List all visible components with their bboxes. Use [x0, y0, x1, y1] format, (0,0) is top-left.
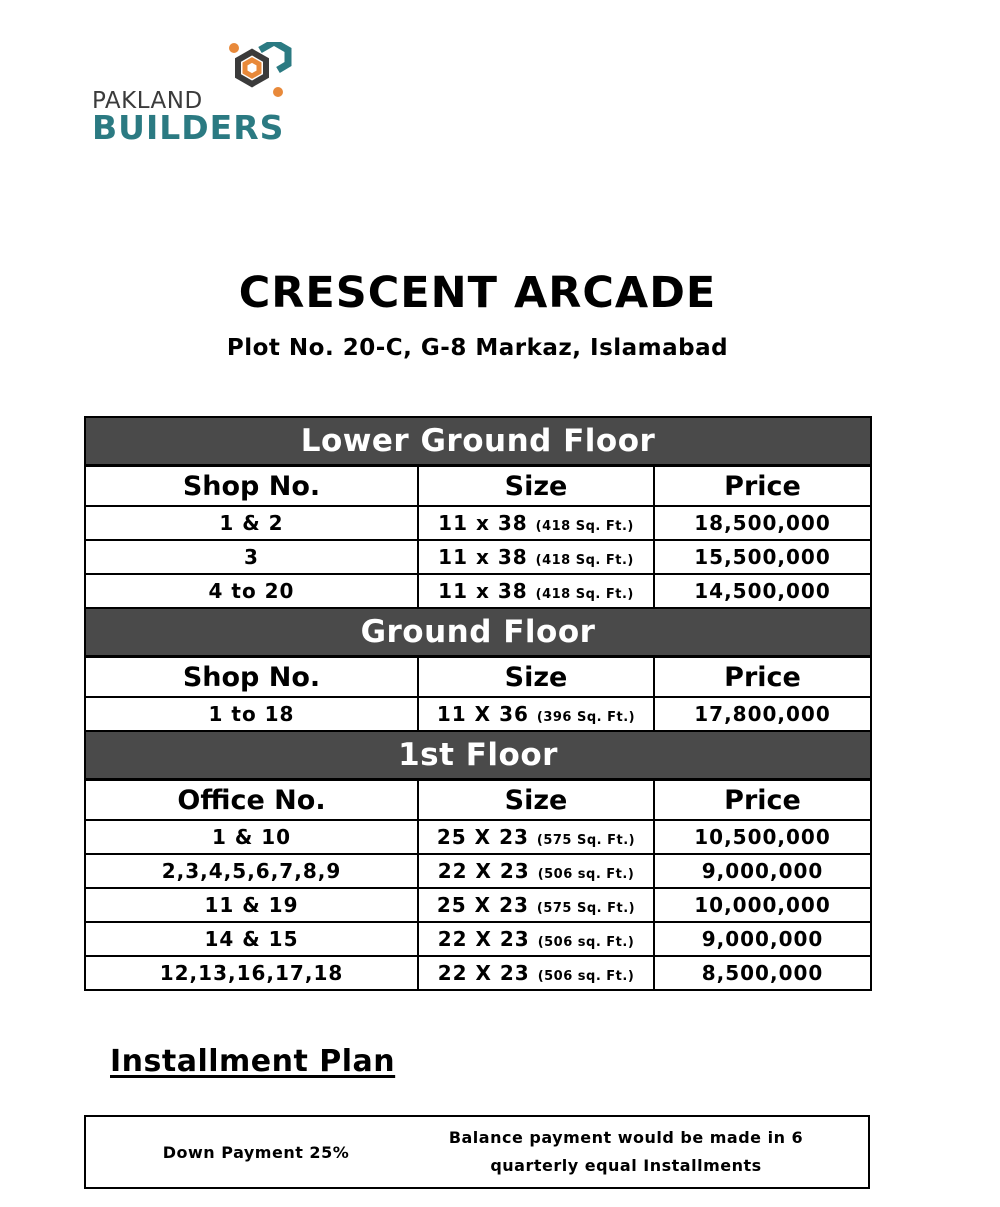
unit-price: 8,500,000 [654, 956, 871, 990]
table-row [85, 854, 871, 888]
table-row [85, 888, 871, 922]
unit-area: (506 sq. Ft.) [537, 969, 635, 984]
column-header-size: Size [418, 466, 654, 507]
unit-price: 10,500,000 [654, 820, 871, 854]
page-subtitle: Plot No. 20-C, G-8 Markaz, Islamabad [226, 335, 729, 361]
hexagon-logo-icon [212, 42, 307, 112]
column-header-number: Office No. [85, 780, 418, 821]
balance-line-1: Balance payment would be made in 6 [448, 1128, 804, 1147]
installment-plan-box [84, 1115, 870, 1189]
unit-size: 25 X 23 (575 Sq. Ft.) [418, 820, 654, 854]
unit-size: 11 x 38 (418 Sq. Ft.) [418, 506, 654, 540]
column-header-number: Shop No. [85, 466, 418, 507]
column-header-row [85, 657, 871, 698]
unit-number: 3 [85, 540, 418, 574]
company-logo [92, 42, 307, 147]
unit-size: 22 X 23 (506 sq. Ft.) [418, 854, 654, 888]
unit-number: 1 & 2 [85, 506, 418, 540]
unit-area: (418 Sq. Ft.) [535, 519, 634, 534]
unit-number: 4 to 20 [85, 574, 418, 608]
section-title: Lower Ground Floor [85, 417, 871, 466]
column-header-number: Shop No. [85, 657, 418, 698]
logo-builders-text: BUILDERS [92, 108, 285, 147]
table-row [85, 922, 871, 956]
balance-payment-text [426, 1124, 826, 1180]
column-header-size: Size [418, 780, 654, 821]
table-row [85, 506, 871, 540]
logo-pakland-text: PAKLAND [92, 88, 203, 114]
table-row [85, 956, 871, 990]
column-header-size: Size [418, 657, 654, 698]
installment-plan-heading: Installment Plan [110, 1044, 396, 1079]
unit-area: (575 Sq. Ft.) [536, 901, 636, 916]
unit-number: 12,13,16,17,18 [85, 956, 418, 990]
column-header-row [85, 780, 871, 821]
page-title: CRESCENT ARCADE [238, 268, 717, 318]
column-header-price: Price [654, 657, 871, 698]
unit-price: 17,800,000 [654, 697, 871, 731]
unit-number: 1 to 18 [85, 697, 418, 731]
table-row [85, 540, 871, 574]
table-row [85, 574, 871, 608]
section-header-first [85, 731, 871, 780]
unit-area: (396 Sq. Ft.) [536, 710, 636, 725]
unit-area: (506 sq. Ft.) [537, 935, 635, 950]
balance-line-2: quarterly equal Installments [490, 1156, 762, 1175]
unit-number: 2,3,4,5,6,7,8,9 [85, 854, 418, 888]
unit-size: 22 X 23 (506 sq. Ft.) [418, 956, 654, 990]
unit-number: 1 & 10 [85, 820, 418, 854]
unit-number: 11 & 19 [85, 888, 418, 922]
unit-area: (418 Sq. Ft.) [535, 553, 634, 568]
section-header-ground [85, 608, 871, 657]
section-header-lower-ground [85, 417, 871, 466]
column-header-price: Price [654, 466, 871, 507]
unit-price: 14,500,000 [654, 574, 871, 608]
unit-size: 25 X 23 (575 Sq. Ft.) [418, 888, 654, 922]
section-title: 1st Floor [85, 731, 871, 780]
column-header-row [85, 466, 871, 507]
unit-price: 10,000,000 [654, 888, 871, 922]
down-payment-text: Down Payment 25% [162, 1142, 350, 1162]
unit-area: (506 sq. Ft.) [537, 867, 635, 882]
price-table [84, 416, 872, 991]
unit-price: 9,000,000 [654, 854, 871, 888]
unit-price: 15,500,000 [654, 540, 871, 574]
unit-size: 11 x 38 (418 Sq. Ft.) [418, 574, 654, 608]
unit-size: 11 X 36 (396 Sq. Ft.) [418, 697, 654, 731]
unit-number: 14 & 15 [85, 922, 418, 956]
section-title: Ground Floor [85, 608, 871, 657]
table-row [85, 697, 871, 731]
unit-size: 22 X 23 (506 sq. Ft.) [418, 922, 654, 956]
unit-price: 18,500,000 [654, 506, 871, 540]
unit-price: 9,000,000 [654, 922, 871, 956]
column-header-price: Price [654, 780, 871, 821]
table-row [85, 820, 871, 854]
unit-area: (418 Sq. Ft.) [535, 587, 634, 602]
unit-area: (575 Sq. Ft.) [536, 833, 636, 848]
unit-size: 11 x 38 (418 Sq. Ft.) [418, 540, 654, 574]
